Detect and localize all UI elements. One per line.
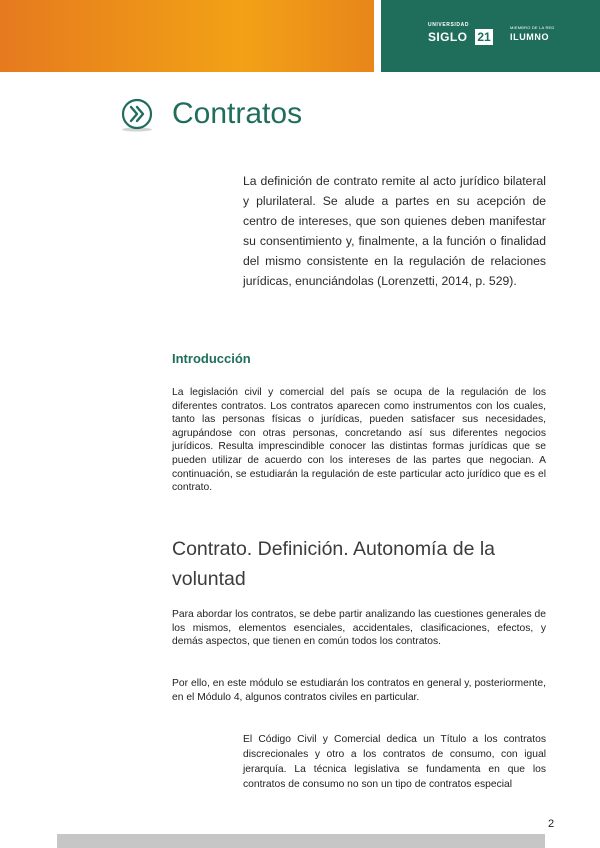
logo-partner-small: MIEMBRO DE LA RED: [510, 25, 555, 30]
page-title: Contratos: [172, 97, 303, 130]
page-number: 2: [548, 818, 555, 830]
definicion-heading: Contrato. Definición. Autonomía de la voluntad: [172, 538, 496, 590]
logo-brand-name: SIGLO: [428, 30, 468, 44]
definicion-paragraph-1: Para abordar los contratos, se debe partir analizando las cuestiones generales de los mismos, elementos esenciales, accidentales, clasificaciones, efectos, y demás aspectos, que tienen en común todos los contratos.: [172, 609, 546, 648]
double-chevron-right-icon: [119, 98, 155, 134]
codigo-civil-note: El Código Civil y Comercial dedica un Título a los contratos discrecionales y otro a los contratos de consumo, con igual jerarquía. La técnica legislativa se fundamenta en que los contratos de consumo no son un tipo de contratos especial: [243, 734, 546, 790]
logo-brand-number: 21: [475, 29, 493, 45]
siglo21-logo: [428, 22, 469, 46]
logo-brand-small: UNIVERSIDAD: [428, 22, 470, 28]
definition-quote: La definición de contrato remite al acto jurídico bilateral y plurilateral. Se alude a partes en su acepción de centro de intereses, que son quienes deben manifestar su consentimiento y, finalmente, a la función o finalidad del mismo consistente en la regulación de relaciones jurídicas, enunciándolas (Lorenzetti, 2014, p. 529).: [243, 174, 546, 288]
introduccion-paragraph: La legislación civil y comercial del país se ocupa de la regulación de los diferentes contratos. Los contratos aparecen como instrumentos con los cuales, tanto las personas físicas o jurídicas, pueden satisfacer sus necesidades, agrupándose con otras personas, concretando así sus diferentes negocios jurídicos. Resulta imprescindible conocer las distintas formas jurídicas que se pueden utilizar de acuerdo con los intereses de las partes que negocian. A continuación, se estudiarán la regulación de este particular acto jurídico que es el contrato.: [172, 387, 546, 494]
footer-bar: [57, 834, 545, 848]
introduccion-heading: Introducción: [172, 351, 251, 366]
logo-partner-name: ILUMNO: [510, 32, 550, 42]
header-orange-band: [0, 0, 374, 72]
ilumno-logo: [510, 25, 555, 43]
definicion-paragraph-2: Por ello, en este módulo se estudiarán los contratos en general y, posteriormente, en el Módulo 4, algunos contratos civiles en particular.: [172, 678, 546, 703]
